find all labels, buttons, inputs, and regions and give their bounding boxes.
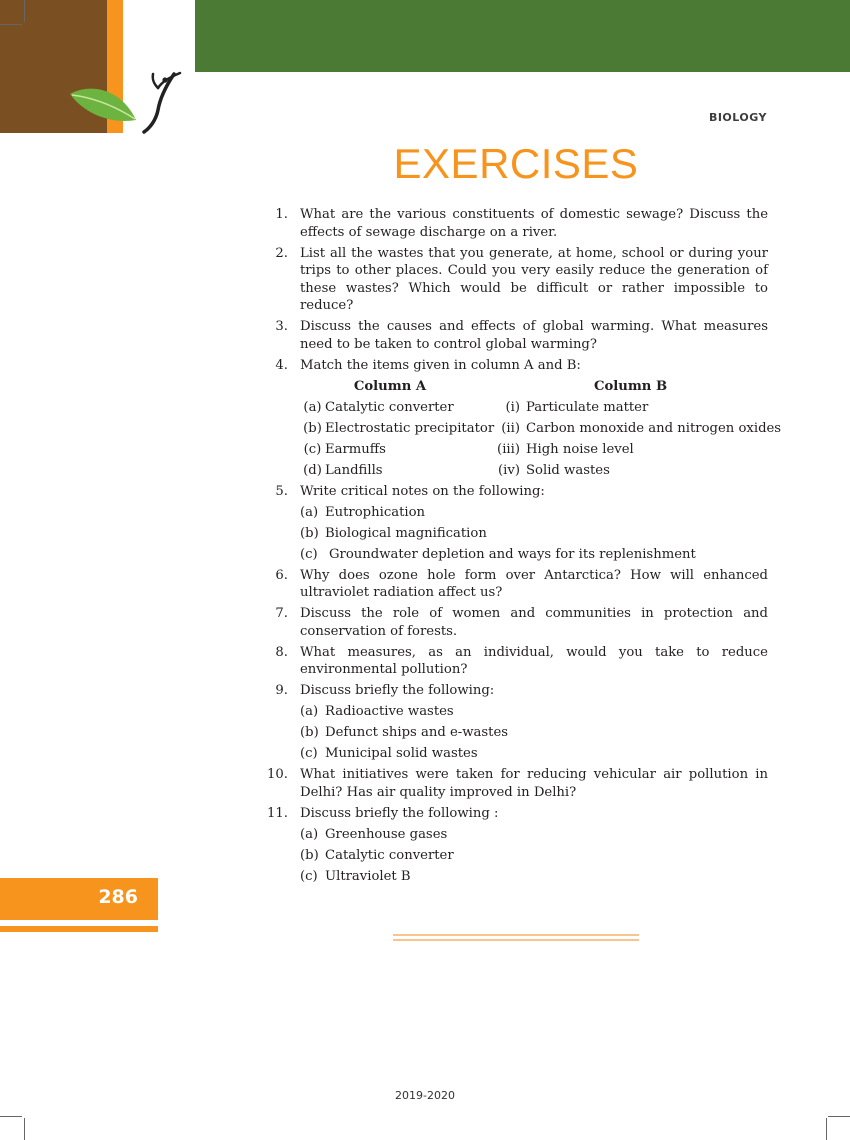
question-number: 3. [275,319,288,334]
question-2 [262,245,768,315]
question-text: List all the wastes that you generate, at home, school or during your trips to other places. Could you very easily reduce the generation of these wastes? Which would be difficult or rather impossible to reduce? [300,245,768,313]
column-a-item: Earmuffs [325,441,386,457]
sub-question-label: (c) [300,868,318,884]
sub-question [300,826,768,844]
match-row [300,420,781,438]
sub-question-label: (c) [300,546,318,562]
question-number: 2. [275,245,288,261]
question-number: 1. [275,207,288,222]
column-b-label: (iii) [497,441,520,457]
question-number: 7. [275,606,288,621]
crop-mark [24,1118,25,1140]
sub-question-text: Greenhouse gases [325,826,448,842]
sub-question-text: Defunct ships and e-wastes [325,725,509,740]
match-row [300,441,781,459]
sub-question-label: (c) [300,746,318,761]
decorative-rule [393,939,639,941]
sub-question [300,847,768,865]
sub-question-text: Biological magnification [325,525,487,541]
match-table-header [300,378,781,396]
exercise-list [262,206,782,889]
column-a-label: (d) [303,462,322,478]
sub-question-text: Groundwater depletion and ways for its replenishment [329,546,696,562]
crop-mark [826,1118,827,1140]
sub-question-label: (b) [300,525,319,541]
column-a-label: (b) [303,420,322,436]
crop-mark [828,1116,850,1117]
sub-question-text: Ultraviolet B [325,868,411,884]
question-text: Discuss the role of women and communities in protection and conservation of forests. [300,606,768,639]
question-number: 11. [267,805,288,821]
column-b-label: (i) [505,399,520,415]
sub-question [300,868,768,886]
page-number-underline [0,926,158,932]
question-8 [262,644,768,679]
crop-mark [24,0,25,22]
sub-question-text: Radioactive wastes [325,704,454,719]
column-a-header: Column A [353,378,427,394]
question-number: 10. [267,767,288,782]
column-a-label: (a) [303,399,322,415]
question-1 [262,206,768,241]
question-text: Discuss the causes and effects of global warming. What measures need to be taken to control global warming? [300,319,768,352]
page-title: EXERCISES [393,140,639,187]
leaf-figure-logo [62,68,187,138]
sub-question-label: (a) [300,704,319,719]
decorative-rule [393,934,639,936]
question-5 [262,483,768,564]
column-a-item: Electrostatic precipitator [325,420,495,436]
question-number: 6. [275,567,288,583]
question-number: 4. [275,357,288,373]
question-number: 5. [275,483,288,499]
column-b-header: Column B [593,378,668,394]
sub-question-text: Eutrophication [325,504,426,520]
sub-question [300,546,768,564]
question-text: What measures, as an individual, would you take to reduce environmental pollution? [300,644,768,677]
question-text: Discuss briefly the following: [300,683,495,698]
footer-year: 2019-2020 [395,1089,455,1102]
sub-question-text: Catalytic converter [325,847,454,863]
crop-mark [0,1116,22,1117]
column-b-item: High noise level [526,441,634,457]
question-text: What initiatives were taken for reducing vehicular air pollution in Delhi? Has air quality improved in Delhi? [300,767,768,800]
question-3 [262,318,768,353]
question-6 [262,567,768,602]
sub-question-text: Municipal solid wastes [325,746,478,761]
question-11 [262,805,768,886]
question-4 [262,357,782,480]
column-b-item: Solid wastes [526,462,610,478]
column-b-label: (iv) [498,462,520,478]
question-10 [262,766,768,801]
question-number: 9. [275,683,288,698]
sub-question [300,745,768,763]
sub-question [300,525,768,543]
sub-question [300,504,768,522]
page-number: 286 [98,886,138,908]
sub-question-label: (b) [300,725,319,740]
page-number-tab [0,878,158,920]
question-7 [262,605,768,640]
sub-question-label: (a) [300,826,319,842]
sub-question [300,724,768,742]
match-row [300,399,781,417]
column-a-label: (c) [303,441,322,457]
question-number: 8. [275,644,288,660]
question-text: Write critical notes on the following: [300,483,545,499]
crop-mark [0,24,22,25]
question-text: Match the items given in column A and B: [300,357,581,373]
sub-question-label: (a) [300,504,319,520]
question-text: Discuss briefly the following : [300,805,499,821]
match-row [300,462,781,480]
question-text: What are the various constituents of domestic sewage? Discuss the effects of sewage discharge on a river. [300,207,768,240]
header-green-bar [195,0,850,72]
column-a-item: Landfills [325,462,383,478]
column-a-item: Catalytic converter [325,399,454,415]
question-text: Why does ozone hole form over Antarctica? How will enhanced ultraviolet radiation affect us? [300,567,768,600]
subject-label: BIOLOGY [708,111,767,124]
sub-question [300,703,768,721]
sub-question-label: (b) [300,847,319,863]
column-b-item: Carbon monoxide and nitrogen oxides [526,420,782,436]
column-b-item: Particulate matter [526,399,649,415]
question-9 [262,682,768,763]
column-b-label: (ii) [501,420,520,436]
